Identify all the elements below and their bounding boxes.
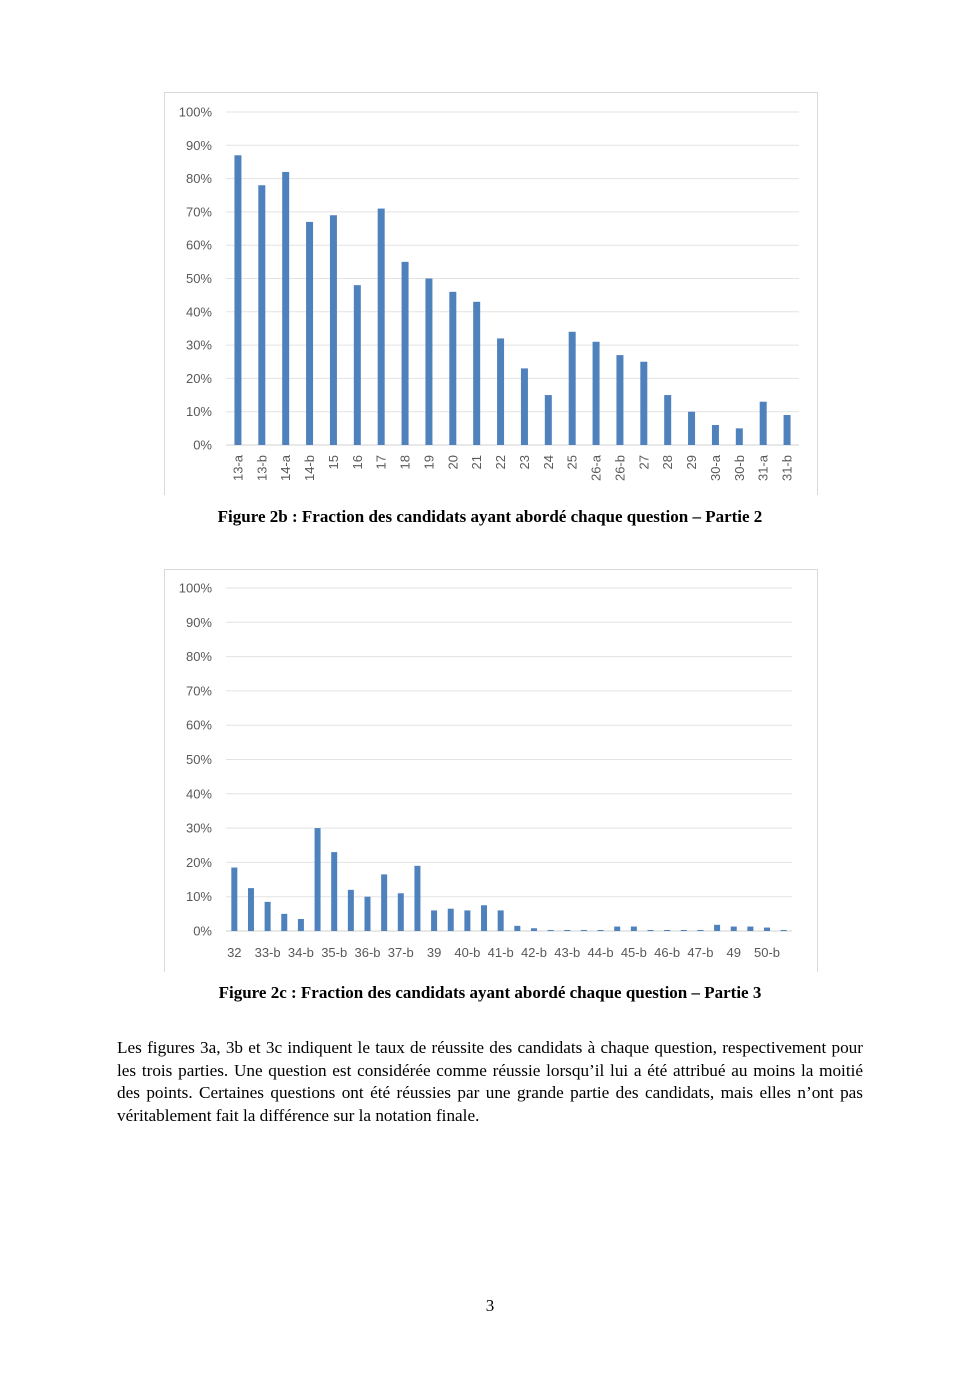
y-tick-label: 70% (185, 683, 212, 699)
bar-24 (545, 395, 552, 445)
x-tick-label: 30-a (707, 455, 723, 482)
y-tick-label: 30% (185, 820, 212, 836)
y-tick-label: 50% (185, 752, 212, 767)
y-tick-label: 80% (185, 649, 212, 665)
bar-42-a (514, 926, 520, 931)
bar-47-a (681, 930, 687, 931)
bar-40-a (448, 909, 454, 931)
bar-chart-partie-2 (165, 93, 817, 495)
x-tick-label: 14-a (278, 455, 294, 482)
bar-45-b (631, 927, 637, 931)
x-tick-label: 25 (564, 455, 580, 470)
bar-46-a (648, 930, 654, 931)
x-tick-label: 27 (636, 455, 652, 470)
y-tick-label: 40% (185, 304, 212, 320)
bar-16 (354, 285, 361, 445)
x-tick-label: 14-b (302, 455, 318, 482)
bar-chart-partie-3 (165, 570, 817, 972)
x-tick-label: 16 (349, 455, 365, 470)
bar-41-b (498, 910, 504, 931)
y-tick-label: 90% (185, 614, 212, 630)
x-tick-label: 33-b (254, 945, 281, 960)
y-tick-label: 100% (178, 580, 212, 596)
bar-25 (569, 332, 576, 445)
x-tick-label: 30-b (731, 455, 747, 482)
bar-36-b (365, 897, 371, 931)
x-tick-label: 36-b (354, 945, 381, 960)
bar-45-a (614, 927, 620, 931)
bar-47-b (697, 930, 703, 931)
page-number: 3 (485, 1296, 495, 1315)
bar-33-a (248, 888, 254, 931)
x-tick-label: 26-b (612, 455, 628, 482)
bar-14-a (282, 172, 289, 445)
bar-32 (231, 868, 237, 931)
bar-39 (431, 910, 437, 931)
bar-20 (449, 292, 456, 445)
y-tick-label: 90% (185, 137, 212, 153)
bar-18 (402, 262, 409, 445)
x-tick-label: 19 (421, 455, 437, 470)
x-tick-label: 20 (445, 455, 461, 470)
x-tick-label: 39 (426, 945, 442, 960)
bar-26-a (593, 342, 600, 445)
bar-28 (664, 395, 671, 445)
bar-37-b (398, 893, 404, 931)
chart-figure-2b (164, 92, 818, 495)
bar-15 (330, 215, 337, 445)
x-tick-label: 50-b (754, 945, 781, 960)
x-tick-label: 44-b (587, 945, 614, 960)
x-tick-label: 13-a (230, 455, 246, 482)
bar-35-b (331, 852, 337, 931)
x-tick-label: 46-b (654, 945, 681, 960)
x-tick-label: 28 (660, 455, 676, 470)
bar-40-b (464, 910, 470, 931)
y-tick-label: 30% (185, 337, 212, 353)
bar-30-b (736, 428, 743, 445)
y-tick-label: 40% (185, 786, 212, 802)
x-tick-label: 18 (397, 455, 413, 470)
x-tick-label: 49 (726, 945, 741, 960)
bar-36-a (348, 890, 354, 931)
bar-44-a (581, 930, 587, 931)
figure-2b-caption: Figure 2b : Fraction des candidats ayant abordé chaque question – Partie 2 (217, 507, 763, 526)
bar-17 (378, 209, 385, 445)
bar-23 (521, 368, 528, 445)
y-tick-label: 10% (185, 404, 212, 420)
x-tick-label: 43-b (554, 945, 581, 960)
chart-figure-2c (164, 569, 818, 972)
x-tick-label: 42-b (520, 945, 547, 960)
x-tick-label: 41-b (487, 945, 514, 960)
bar-43-b (564, 930, 570, 931)
bar-50-b (764, 928, 770, 931)
bar-30-a (712, 425, 719, 445)
bar-31-a (760, 402, 767, 445)
y-tick-label: 60% (185, 717, 212, 733)
bar-38 (414, 866, 420, 931)
x-tick-label: 31-a (755, 455, 771, 482)
bar-13-a (234, 155, 241, 445)
bar-13-b (258, 185, 265, 445)
bar-34-a (281, 914, 287, 931)
body-paragraph: Les figures 3a, 3b et 3c indiquent le taux de réussite des candidats à chaque question, respectivement pour les trois parties. Une question est considérée comme réussie lorsqu’il lui a été attribué au moins la moitié des points. Certaines questions ont été réussies par une grande partie des candidats, mais elles n’ont pas véritablement fait la différence sur la notation finale. (117, 1038, 863, 1125)
bar-49 (731, 927, 737, 931)
x-tick-label: 29 (684, 455, 700, 470)
x-tick-label: 40-b (454, 945, 481, 960)
figure-2c-caption: Figure 2c : Fraction des candidats ayant abordé chaque question – Partie 3 (218, 983, 762, 1002)
bar-46-b (664, 930, 670, 931)
x-tick-label: 13-b (254, 455, 270, 482)
bar-33-b (265, 902, 271, 931)
bar-31-b (784, 415, 791, 445)
x-tick-label: 32 (227, 945, 242, 960)
y-tick-label: 20% (185, 370, 212, 386)
y-tick-label: 10% (185, 889, 212, 905)
bar-29 (688, 412, 695, 445)
bar-27 (640, 362, 647, 445)
x-tick-label: 15 (325, 455, 341, 470)
bar-43-a (548, 930, 554, 931)
y-tick-label: 70% (185, 204, 212, 220)
bar-44-b (598, 930, 604, 931)
bar-35-a (315, 828, 321, 931)
x-tick-label: 34-b (287, 945, 314, 960)
y-tick-label: 20% (185, 854, 212, 870)
bar-22 (497, 338, 504, 445)
x-tick-label: 47-b (687, 945, 714, 960)
y-tick-label: 0% (193, 923, 212, 939)
x-tick-label: 17 (373, 455, 389, 470)
bar-51 (781, 930, 787, 931)
bar-50-a (747, 927, 753, 931)
y-tick-label: 100% (178, 104, 212, 120)
x-tick-label: 26-a (588, 455, 604, 482)
x-tick-label: 24 (540, 455, 556, 470)
y-tick-label: 0% (193, 437, 212, 453)
bar-19 (425, 279, 432, 446)
x-tick-label: 22 (493, 455, 509, 470)
bar-37-a (381, 874, 387, 931)
x-tick-label: 35-b (321, 945, 348, 960)
bar-42-b (531, 928, 537, 931)
bar-41-a (481, 905, 487, 931)
x-tick-label: 31-b (779, 455, 795, 482)
x-tick-label: 37-b (387, 945, 414, 960)
bar-34-b (298, 919, 304, 931)
y-tick-label: 50% (185, 271, 212, 286)
y-tick-label: 60% (185, 237, 212, 253)
bar-14-b (306, 222, 313, 445)
x-tick-label: 21 (469, 455, 485, 470)
x-tick-label: 23 (516, 455, 532, 470)
x-tick-label: 45-b (620, 945, 647, 960)
bar-26-b (616, 355, 623, 445)
y-tick-label: 80% (185, 171, 212, 187)
bar-48 (714, 925, 720, 931)
bar-21 (473, 302, 480, 445)
